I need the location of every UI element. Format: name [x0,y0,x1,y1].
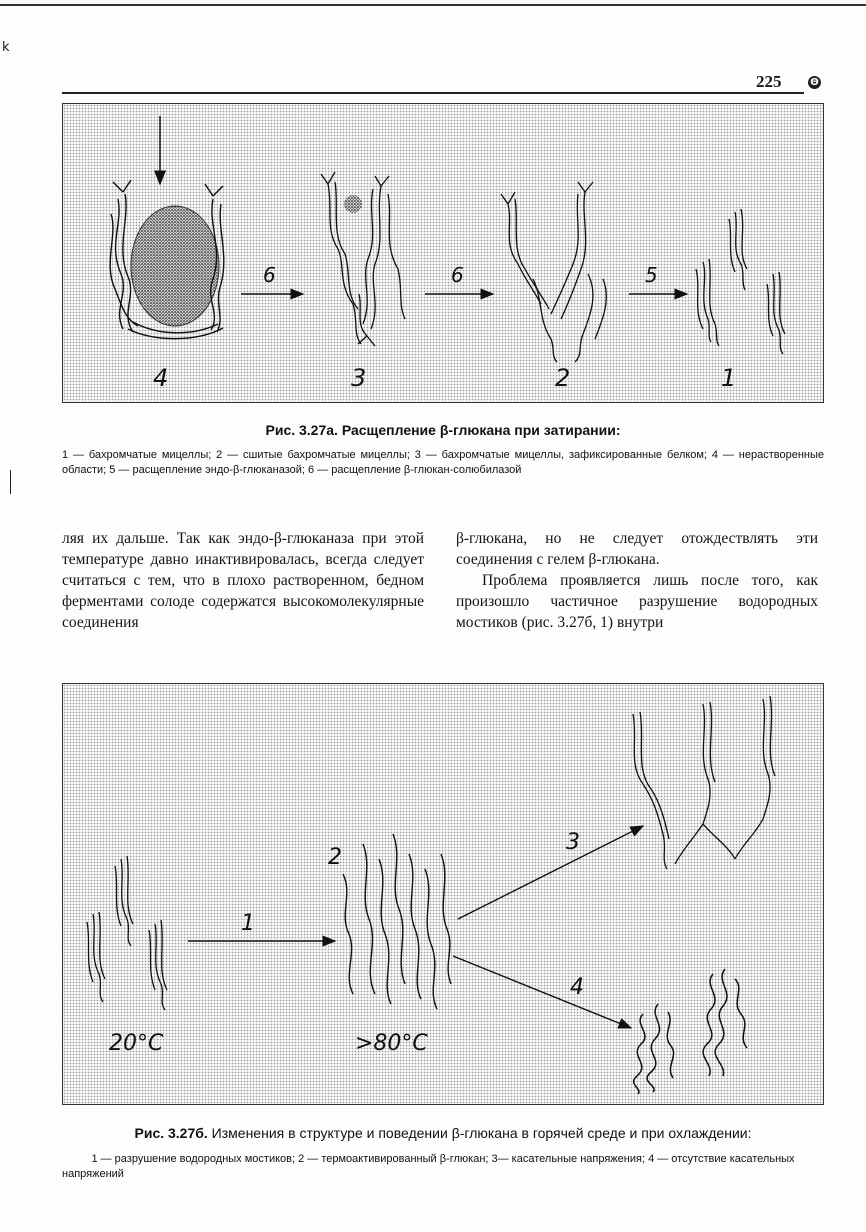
header-rule [62,92,804,94]
arrow-3 [458,826,643,919]
label-arrow-3: 3 [566,830,580,855]
arrow-label-6b: 6 [451,263,464,287]
number-3: 3 [351,364,367,392]
arrow-label-6a: 6 [263,263,276,287]
coiled-chains [634,969,747,1094]
arrow-label-5: 5 [645,263,658,287]
figure-b-caption-title-bold: Рис. 3.27б. [134,1125,208,1141]
label-arrow-1: 1 [241,911,255,936]
figure-a [62,103,824,403]
figure-b-drawing [63,684,825,1106]
number-4: 4 [153,364,169,392]
top-rule [0,4,866,6]
cold-micelles [87,856,167,1010]
figure-b [62,683,824,1105]
undissolved-region [131,206,219,326]
body-column-left [62,528,424,633]
label-stage-2: 2 [328,845,342,870]
body-column-right [456,528,818,633]
body-right-paragraph-1: β-глюкана, но не следует отождествлять эти соединения с гелем β-глюкана. [456,530,818,568]
stage-3-protein [344,195,362,213]
stage-1-fibrils [696,209,785,354]
heated-chains [343,834,451,1009]
figure-a-drawing [63,104,825,404]
number-2: 2 [555,364,571,392]
figure-b-caption-title-rest: Изменения в структуре и поведении β-глюкана в горячей среде и при охлаждении: [207,1125,752,1141]
figure-b-caption-title [62,1125,824,1141]
number-1: 1 [721,364,737,392]
page-number: 225 [756,72,782,91]
stage-3-fibrils [321,172,405,346]
network-fibrils [633,696,775,869]
figure-b-caption-notes: 1 — разрушение водородных мостиков; 2 — термоактивированный β-глюкан; 3— касательные напряжения; 4 — отсутствие касательных напряжений [62,1153,795,1180]
body-right-paragraph-2: Проблема проявляется лишь после того, как произошло частичное разрушение водородных мостиков (рис. 3.27б, 1) внутри [456,572,818,631]
margin-bar [10,470,11,494]
corner-mark: k [2,40,10,55]
label-arrow-4: 4 [570,975,584,1000]
page-marker-icon: Θ [808,76,821,89]
arrow-4 [453,956,631,1028]
label-temp-low: 20°C [109,1031,164,1056]
label-temp-high: >80°C [355,1031,428,1056]
body-left-paragraph: ляя их дальше. Так как эндо-β-глюканаза при этой температуре давно инактивировалась, всегда следует считаться с тем, что в плохо растворенном, бедном ферментами солоде содержатся высокомолекулярные соединения [62,530,424,631]
figure-a-caption-notes: 1 — бахромчатые мицеллы; 2 — сшитые бахромчатые мицеллы; 3 — бахромчатые мицеллы, зафиксированные белком; 4 — нерастворенные области; 5 — расщепление эндо-β-глюканазой; 6 — расщепление β-глюкан-солюбилазой [62,449,824,476]
figure-a-caption-title: Рис. 3.27а. Расщепление β-глюкана при затирании: [265,422,621,438]
stage-2-fibrils [501,182,606,362]
